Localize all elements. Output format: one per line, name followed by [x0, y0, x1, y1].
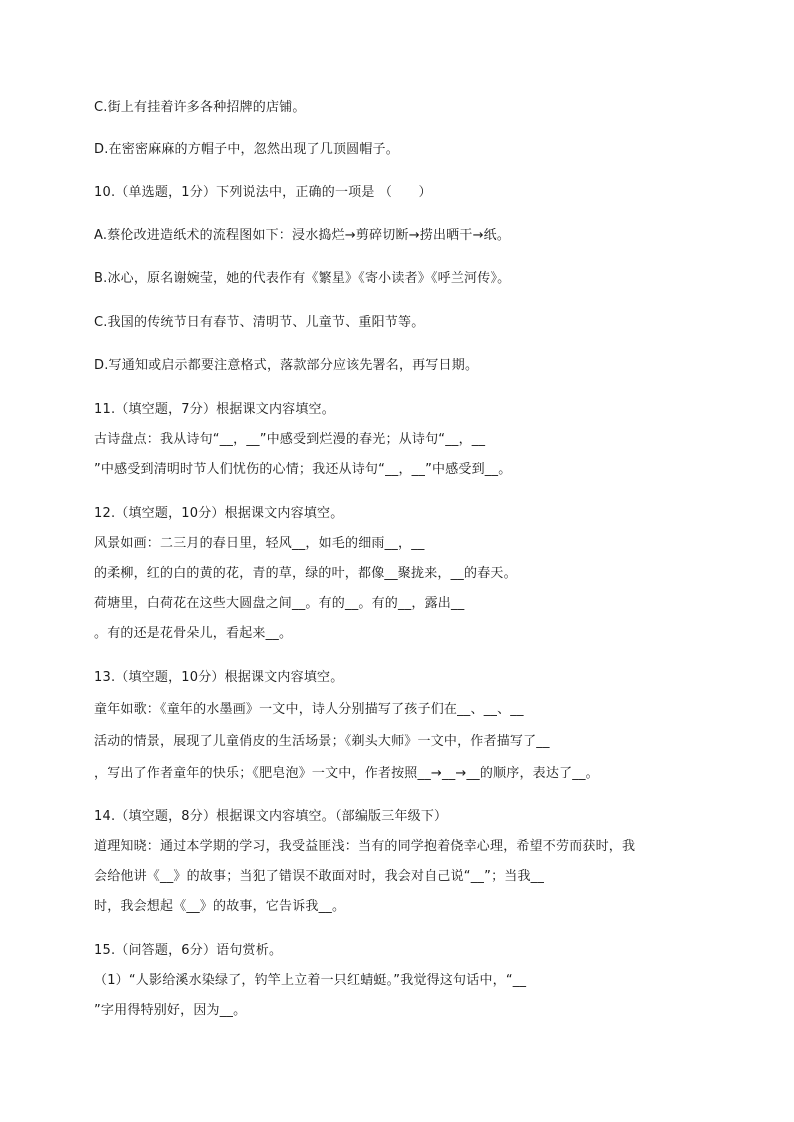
question-12-line-1: 风景如画：二三月的春日里，轻风__，如毛的细雨__，__	[94, 536, 425, 551]
question-14-line-1: 道理知晓：通过本学期的学习，我受益匪浅：当有的同学抱着侥幸心理，希望不劳而获时，我	[94, 839, 636, 854]
question-11-line-1: 古诗盘点：我从诗句“__，__”中感受到烂漫的春光；从诗句“__，__	[94, 432, 486, 447]
question-12-line-3: 荷塘里，白荷花在这些大圆盘之间__。有的__。有的__，露出__	[94, 596, 465, 611]
option-d-text: D.在密密麻麻的方帽子中，忽然出现了几顶圆帽子。	[94, 142, 399, 157]
question-15-title: 15.（问答题，6分）语句赏析。	[94, 943, 283, 958]
question-14-line-2: 会给他讲《__》的故事；当犯了错误不敢面对时，我会对自己说“__”；当我__	[94, 869, 545, 884]
question-12-line-4: 。有的还是花骨朵儿，看起来__。	[94, 626, 293, 641]
question-12-title: 12.（填空题，10分）根据课文内容填空。	[94, 506, 344, 521]
question-12-line-2: 的柔柳，红的白的黄的花，青的草，绿的叶，都像__聚拢来，__的春天。	[94, 566, 517, 581]
question-11-title: 11.（填空题，7分）根据课文内容填空。	[94, 402, 335, 417]
question-14-line-3: 时，我会想起《__》的故事，它告诉我__。	[94, 899, 346, 914]
option-c-text: C.街上有挂着许多各种招牌的店铺。	[94, 100, 306, 115]
question-10-option-d: D.写通知或启示都要注意格式，落款部分应该先署名，再写日期。	[94, 358, 479, 373]
question-14-title: 14.（填空题，8分）根据课文内容填空。（部编版三年级下）	[94, 809, 448, 824]
question-10-title: 10.（单选题，1分）下列说法中，正确的一项是 （ ）	[94, 185, 432, 200]
question-15-line-1: （1）“人影给溪水染绿了，钓竿上立着一只红蜻蜓。”我觉得这句话中，“__	[94, 973, 527, 988]
question-13-line-2: 活动的情景，展现了儿童俏皮的生活场景；《剃头大师》一文中，作者描写了__	[94, 734, 550, 749]
question-13-line-3: ，写出了作者童年的快乐；《肥皂泡》一文中，作者按照__→__→__的顺序，表达了__。	[94, 766, 599, 781]
question-10-option-c: C.我国的传统节日有春节、清明节、儿童节、重阳节等。	[94, 315, 425, 330]
question-10-option-b: B.冰心，原名谢婉莹，她的代表作有《繁星》《寄小读者》《呼兰河传》。	[94, 271, 511, 286]
question-13-title: 13.（填空题，10分）根据课文内容填空。	[94, 670, 344, 685]
question-10-option-a: A.蔡伦改进造纸术的流程图如下：浸水捣烂→剪碎切断→捞出晒干→纸。	[94, 228, 511, 243]
question-11-line-2: ”中感受到清明时节人们忧伤的心情；我还从诗句“__，__”中感受到__。	[94, 462, 512, 477]
question-13-line-1: 童年如歌：《童年的水墨画》一文中，诗人分别描写了孩子们在__、__、__	[94, 702, 524, 717]
question-15-line-2: ”字用得特别好，因为__。	[94, 1003, 247, 1018]
